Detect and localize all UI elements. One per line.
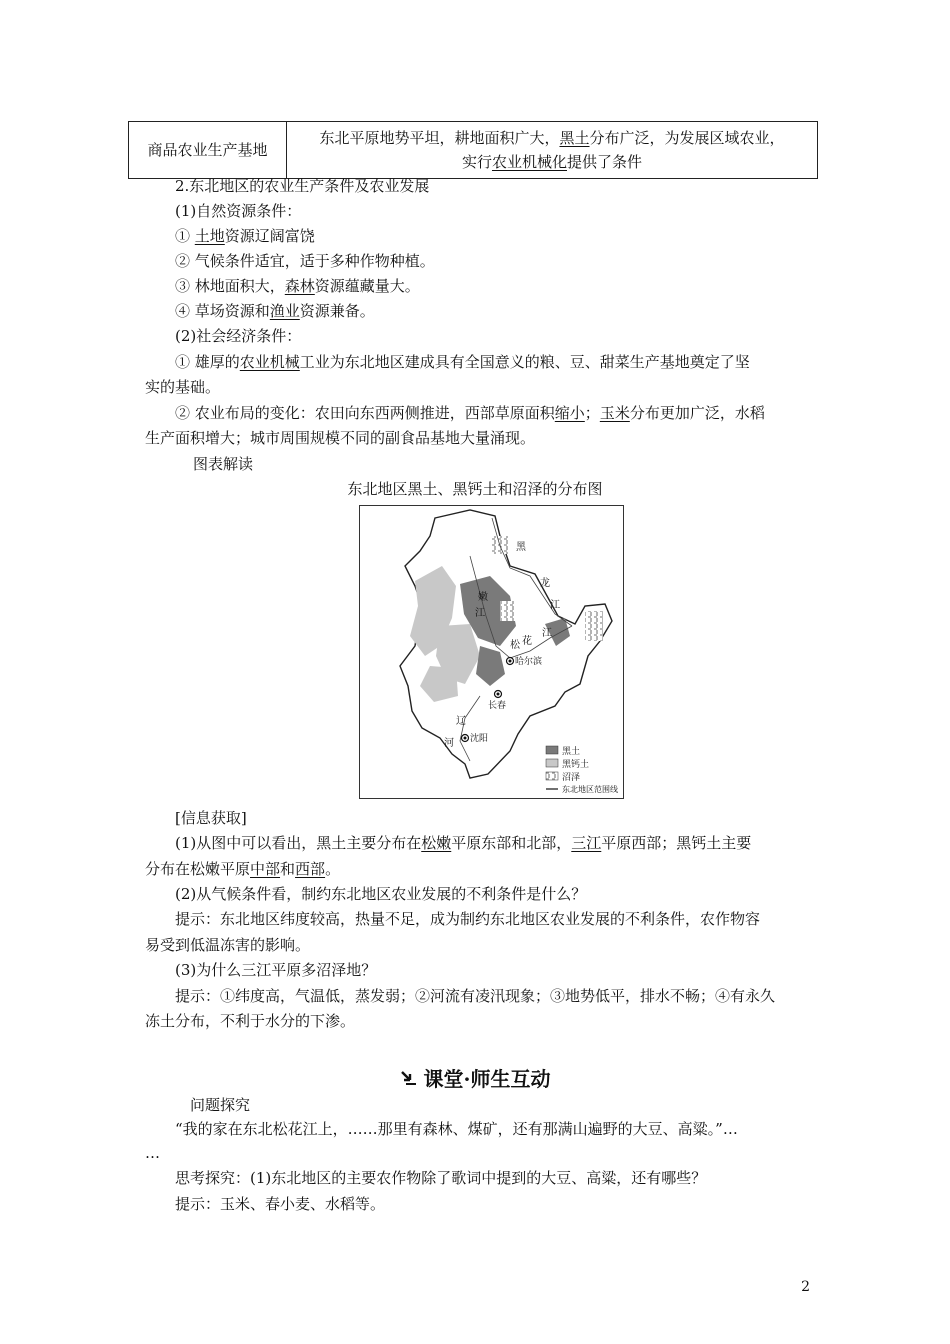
text: ③ 林地面积大， (175, 277, 285, 295)
label-hei: 黑 (516, 542, 526, 553)
text: 和 (280, 860, 296, 878)
swamp-area-3 (500, 601, 516, 621)
info-q1-cont (145, 857, 340, 881)
legend-black-soil: 黑土 (562, 747, 581, 757)
info-q3: (3)为什么三江平原多沼泽地？ (175, 961, 377, 979)
legend-chernozem-swatch (546, 759, 558, 767)
table-label-cell (129, 122, 287, 179)
underlined-answer: 缩小 (554, 404, 585, 422)
text: 。 (325, 860, 341, 878)
table-text: 分布广泛，为发展区域农业， (589, 129, 785, 147)
natural-item-1 (175, 224, 315, 248)
arrow-icon (400, 1067, 418, 1091)
underlined-answer: 玉米 (599, 404, 630, 422)
text: ； (584, 404, 600, 422)
underlined-answer: 松嫩 (421, 834, 452, 852)
social-item-2-cont: 生产面积增大；城市周围规模不同的副食品基地大量涌现。 (145, 429, 536, 447)
section2-heading: 2.东北地区的农业生产条件及农业发展 (175, 177, 430, 195)
social-item-1-cont: 实的基础。 (145, 378, 221, 396)
underlined-answer: 土地 (194, 227, 225, 245)
label-jiang2: 江 (475, 608, 485, 619)
info-a3-cont: 冻土分布，不利于水分的下渗。 (145, 1012, 356, 1030)
text: ④ 草场资源和 (175, 302, 270, 320)
info-q2: (2)从气候条件看，制约东北地区农业发展的不利条件是什么？ (175, 885, 587, 903)
page-number: 2 (801, 1279, 810, 1295)
underlined-answer: 森林 (284, 277, 315, 295)
swamp-area-2 (585, 611, 603, 641)
text: 资源辽阔富饶 (224, 227, 315, 245)
soil-map-svg (360, 506, 623, 798)
underlined-answer: 渔业 (269, 302, 300, 320)
social-heading: (2)社会经济条件： (175, 327, 302, 345)
info-a2: 提示：东北地区纬度较高，热量不足，成为制约东北地区农业发展的不利条件，农作物容 (175, 910, 761, 928)
agri-base-table (128, 121, 818, 179)
underlined-answer: 农业机械 (239, 353, 300, 371)
legend-black-soil-swatch (546, 746, 558, 754)
label-he: 河 (444, 738, 454, 749)
label-long: 龙 (540, 578, 550, 589)
underlined-answer: 三江 (571, 834, 602, 852)
legend-swamp: 沼泽 (562, 773, 581, 783)
text: 平原东部和北部， (451, 834, 572, 852)
info-a2-cont: 易受到低温冻害的影响。 (145, 936, 311, 954)
label-jiang1: 江 (550, 600, 560, 611)
table-underlined: 黑土 (559, 129, 590, 147)
inquiry-quote: “我的家在东北松花江上，……那里有森林、煤矿，还有那满山遍野的大豆、高粱。”… (175, 1120, 738, 1138)
chernozem-area-3 (420, 666, 458, 702)
info-q1 (175, 831, 751, 855)
social-item-1 (175, 350, 750, 374)
inquiry-think: 思考探究：(1)东北地区的主要农作物除了歌词中提到的大豆、高粱，还有哪些？ (175, 1169, 707, 1187)
section-title-text: 课堂·师生互动 (423, 1067, 551, 1091)
black-soil-area-2 (476, 646, 505, 686)
label-changchun: 长春 (488, 701, 507, 711)
liaohe-river (460, 696, 480, 761)
section-title (0, 1063, 950, 1092)
soil-map (359, 505, 624, 799)
natural-item-2: ② 气候条件适宜，适于多种作物种植。 (175, 252, 435, 270)
underlined-answer: 西部 (295, 860, 326, 878)
text: ② 农业布局的变化：农田向东西两侧推进，西部草原面积 (175, 404, 555, 422)
text: ① 雄厚的 (175, 353, 240, 371)
text: 工业为东北地区建成具有全国意义的粮、豆、甜菜生产基地奠定了坚 (299, 353, 750, 371)
text: 平原西部；黑钙土主要 (601, 834, 752, 852)
text: (1)从图中可以看出，黑土主要分布在 (175, 834, 422, 852)
info-a3: 提示：①纬度高，气温低，蒸发弱；②河流有凌汛现象；③地势低平，排水不畅；④有永久 (175, 987, 776, 1005)
inquiry-quote-cont: … (145, 1144, 160, 1162)
map-caption: 东北地区黑土、黑钙土和沼泽的分布图 (347, 480, 603, 498)
info-heading: [信息获取] (175, 809, 247, 827)
inquiry-hint: 提示：玉米、春小麦、水稻等。 (175, 1195, 386, 1213)
text: 资源蕴藏量大。 (314, 277, 420, 295)
table-content-cell (287, 122, 818, 179)
map-legend (546, 745, 618, 794)
table-text: 实行 (461, 153, 492, 171)
social-item-2 (175, 401, 765, 425)
table-label: 商品农业生产基地 (147, 141, 268, 159)
natural-item-3 (175, 274, 420, 298)
label-hua: 花 (522, 636, 532, 647)
legend-swamp-swatch (546, 772, 558, 780)
text: 分布更加广泛，水稻 (629, 404, 765, 422)
label-shenyang: 沈阳 (470, 734, 489, 744)
natural-item-4 (175, 299, 375, 323)
table-text: 东北平原地势平坦，耕地面积广大， (319, 129, 560, 147)
label-song: 松 (510, 640, 520, 651)
text: ① (175, 227, 195, 245)
label-nen: 嫩 (478, 592, 488, 603)
label-jiang3: 江 (542, 628, 552, 639)
text: 资源兼备。 (299, 302, 375, 320)
table-underlined: 农业机械化 (491, 153, 567, 171)
underlined-answer: 中部 (250, 860, 281, 878)
label-haerbin: 哈尔滨 (515, 657, 543, 667)
table-text: 提供了条件 (567, 153, 643, 171)
chart-reading-heading: 图表解读 (193, 455, 254, 473)
label-liao: 辽 (456, 716, 466, 727)
legend-chernozem: 黑钙土 (562, 760, 590, 770)
inquiry-heading: 问题探究 (190, 1096, 251, 1114)
legend-boundary: 东北地区范围线 (562, 785, 618, 794)
natural-heading: (1)自然资源条件： (175, 202, 302, 220)
text: 分布在松嫩平原 (145, 860, 251, 878)
